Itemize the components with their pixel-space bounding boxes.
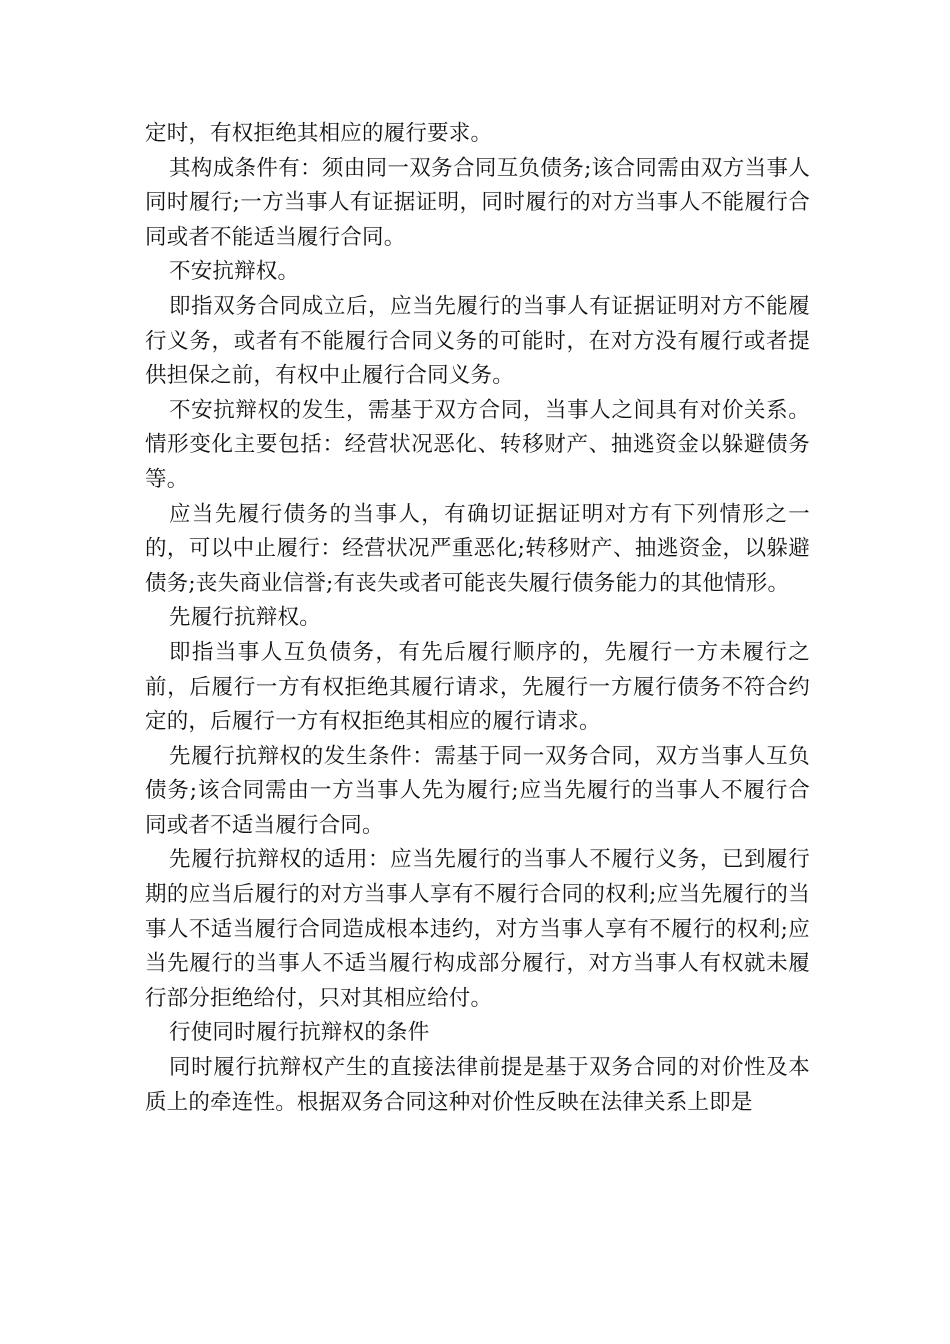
paragraph: 即指双务合同成立后，应当先履行的当事人有证据证明对方不能履行义务，或者有不能履行合同义务的可能时，在对方没有履行或者提供担保之前，有权中止履行合同义务。 bbox=[145, 293, 810, 389]
paragraph: 不安抗辩权的发生，需基于双方合同，当事人之间具有对价关系。情形变化主要包括：经营状况恶化、转移财产、抽逃资金以躲避债务等。 bbox=[145, 397, 810, 492]
paragraph: 先履行抗辩权的发生条件：需基于同一双务合同，双方当事人互负债务;该合同需由一方当事人先为履行;应当先履行的当事人不履行合同或者不适当履行合同。 bbox=[145, 743, 810, 838]
section-heading: 不安抗辩权。 bbox=[169, 259, 300, 285]
paragraph: 其构成条件有：须由同一双务合同互负债务;该合同需由双方当事人同时履行;一方当事人有证据证明，同时履行的对方当事人不能履行合同或者不能适当履行合同。 bbox=[145, 155, 810, 250]
paragraph: 同时履行抗辩权产生的直接法律前提是基于双务合同的对价性及本质上的牵连性。根据双务合同这种对价性反映在法律关系上即是 bbox=[145, 1055, 810, 1115]
paragraph: 即指当事人互负债务，有先后履行顺序的，先履行一方未履行之前，后履行一方有权拒绝其履行请求，先履行一方履行债务不符合约定的，后履行一方有权拒绝其相应的履行请求。 bbox=[145, 639, 810, 735]
section-heading: 行使同时履行抗辩权的条件 bbox=[169, 1020, 430, 1046]
paragraph: 应当先履行债务的当事人，有确切证据证明对方有下列情形之一的，可以中止履行：经营状况严重恶化;转移财产、抽逃资金，以躲避债务;丧失商业信誉;有丧失或者可能丧失履行债务能力的其他情形。 bbox=[145, 501, 810, 596]
document-body bbox=[145, 117, 810, 1120]
paragraph: 先履行抗辩权的适用：应当先履行的当事人不履行义务，已到履行期的应当后履行的对方当事人享有不履行合同的权利;应当先履行的当事人不适当履行合同造成根本违约，对方当事人享有不履行的权利;应当先履行的当事人不适当履行构成部分履行，对方当事人有权就未履行部分拒绝给付，只对其相应给付。 bbox=[145, 847, 810, 1011]
paragraph: 定时，有权拒绝其相应的履行要求。 bbox=[145, 121, 493, 146]
section-heading: 先履行抗辩权。 bbox=[169, 605, 321, 631]
